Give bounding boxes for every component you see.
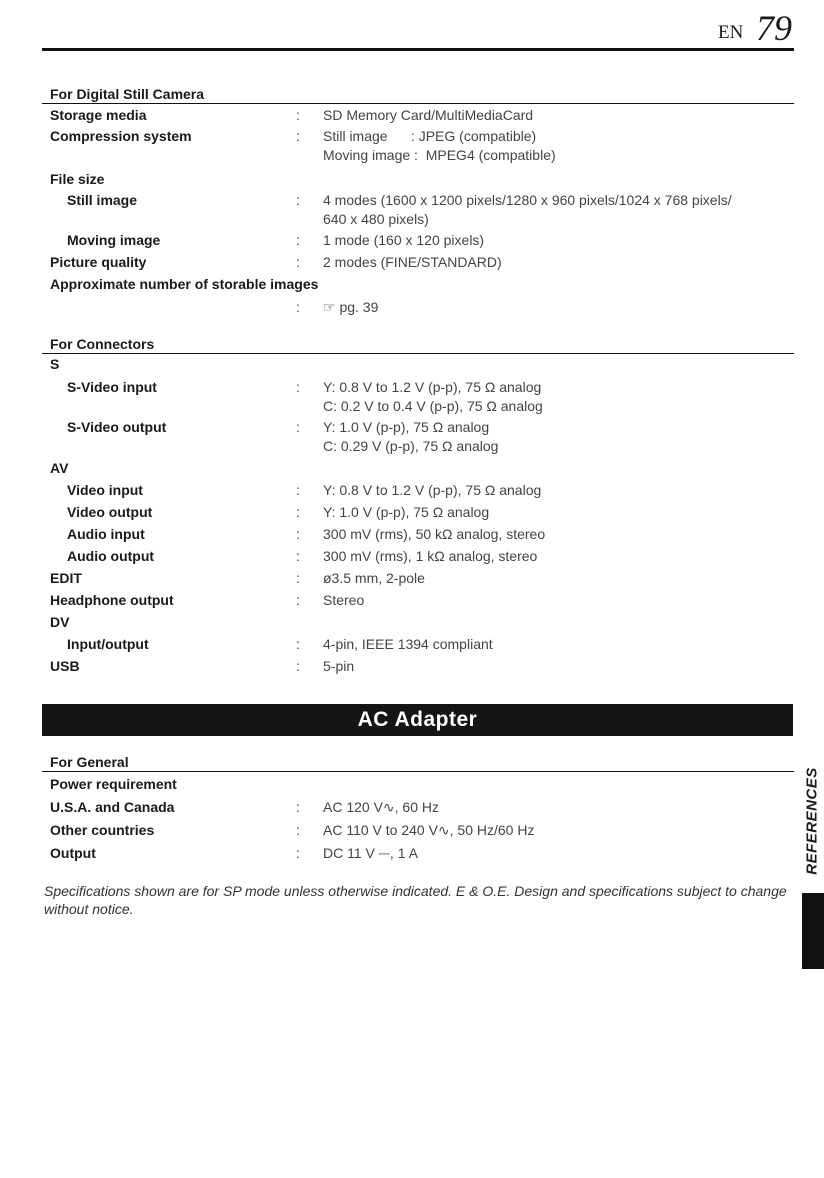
page-reference: ☞ pg. 39 — [323, 299, 379, 315]
spec-label: Picture quality — [50, 254, 147, 270]
side-tab — [800, 767, 824, 875]
spec-value: Stereo — [323, 592, 365, 608]
spec-label: EDIT — [50, 570, 82, 586]
spec-label: Audio output — [67, 548, 155, 564]
header-rule — [42, 48, 794, 51]
colon: : — [296, 107, 300, 123]
colon: : — [296, 592, 300, 608]
spec-group-label: S — [50, 356, 60, 372]
colon: : — [296, 299, 300, 315]
spec-value: 2 modes (FINE/STANDARD) — [323, 254, 502, 270]
spec-label: Input/output — [67, 636, 149, 652]
spec-label: Compression system — [50, 128, 192, 144]
spec-value: Y: 1.0 V (p-p), 75 Ω analog — [323, 419, 490, 435]
spec-label: S-Video output — [67, 419, 167, 435]
spec-label: U.S.A. and Canada — [50, 799, 175, 815]
spec-value: C: 0.2 V to 0.4 V (p-p), 75 Ω analog — [323, 398, 543, 414]
section-title-connectors: For Connectors — [50, 336, 155, 352]
colon: : — [296, 379, 300, 395]
specifications-note: Specifications shown are for SP mode unless otherwise indicated. E & O.E. Design and specifications subject to change without notice. — [44, 883, 787, 917]
spec-value: DC 11 V ⎓, 1 A — [323, 845, 418, 861]
page-number: 79 — [756, 8, 792, 48]
spec-value: 300 mV (rms), 50 kΩ analog, stereo — [323, 526, 546, 542]
side-tab-marker — [802, 893, 824, 969]
colon: : — [296, 845, 300, 861]
spec-value: C: 0.29 V (p-p), 75 Ω analog — [323, 438, 499, 454]
colon: : — [296, 419, 300, 435]
section-rule — [42, 771, 794, 772]
side-tab-label: REFERENCES — [803, 767, 821, 875]
spec-value: Y: 0.8 V to 1.2 V (p-p), 75 Ω analog — [323, 379, 542, 395]
spec-value: AC 110 V to 240 V∿, 50 Hz/60 Hz — [323, 822, 535, 838]
spec-label: Other countries — [50, 822, 155, 838]
spec-value: 300 mV (rms), 1 kΩ analog, stereo — [323, 548, 538, 564]
colon: : — [296, 822, 300, 838]
spec-label: Power requirement — [50, 776, 177, 792]
spec-label: S-Video input — [67, 379, 157, 395]
spec-value: ø3.5 mm, 2-pole — [323, 570, 425, 586]
colon: : — [296, 128, 300, 144]
spec-value: Still image : JPEG (compatible) — [323, 128, 537, 144]
spec-value: 640 x 480 pixels) — [323, 211, 429, 227]
spec-value: AC 120 V∿, 60 Hz — [323, 799, 440, 815]
colon: : — [296, 482, 300, 498]
section-rule — [42, 353, 794, 354]
colon: : — [296, 504, 300, 520]
colon: : — [296, 526, 300, 542]
section-title-general: For General — [50, 754, 129, 770]
spec-value: 1 mode (160 x 120 pixels) — [323, 232, 485, 248]
spec-value: 5-pin — [323, 658, 355, 674]
spec-label: Still image — [67, 192, 138, 208]
spec-value: 4-pin, IEEE 1394 compliant — [323, 636, 493, 652]
spec-value: Moving image : MPEG4 (compatible) — [323, 147, 556, 163]
colon: : — [296, 254, 300, 270]
spec-group-label: AV — [50, 460, 69, 476]
spec-label: Approximate number of storable images — [50, 276, 319, 292]
ac-adapter-banner: AC Adapter — [42, 704, 793, 736]
colon: : — [296, 570, 300, 586]
spec-label: Video input — [67, 482, 143, 498]
spec-label: Headphone output — [50, 592, 174, 608]
section-rule — [42, 103, 794, 104]
spec-label: Video output — [67, 504, 153, 520]
spec-label: Audio input — [67, 526, 145, 542]
spec-label: File size — [50, 171, 105, 187]
spec-label: Moving image — [67, 232, 161, 248]
spec-label: Storage media — [50, 107, 147, 123]
colon: : — [296, 192, 300, 208]
spec-value: Y: 1.0 V (p-p), 75 Ω analog — [323, 504, 490, 520]
spec-value: Y: 0.8 V to 1.2 V (p-p), 75 Ω analog — [323, 482, 542, 498]
spec-group-label: DV — [50, 614, 70, 630]
colon: : — [296, 232, 300, 248]
section-title-digital-still-camera: For Digital Still Camera — [50, 86, 205, 102]
spec-value: SD Memory Card/MultiMediaCard — [323, 107, 534, 123]
spec-label: USB — [50, 658, 80, 674]
spec-label: Output — [50, 845, 96, 861]
colon: : — [296, 799, 300, 815]
colon: : — [296, 658, 300, 674]
spec-value: 4 modes (1600 x 1200 pixels/1280 x 960 pixels/1024 x 768 pixels/ — [323, 192, 732, 208]
colon: : — [296, 636, 300, 652]
language-code: EN — [718, 22, 744, 43]
colon: : — [296, 548, 300, 564]
